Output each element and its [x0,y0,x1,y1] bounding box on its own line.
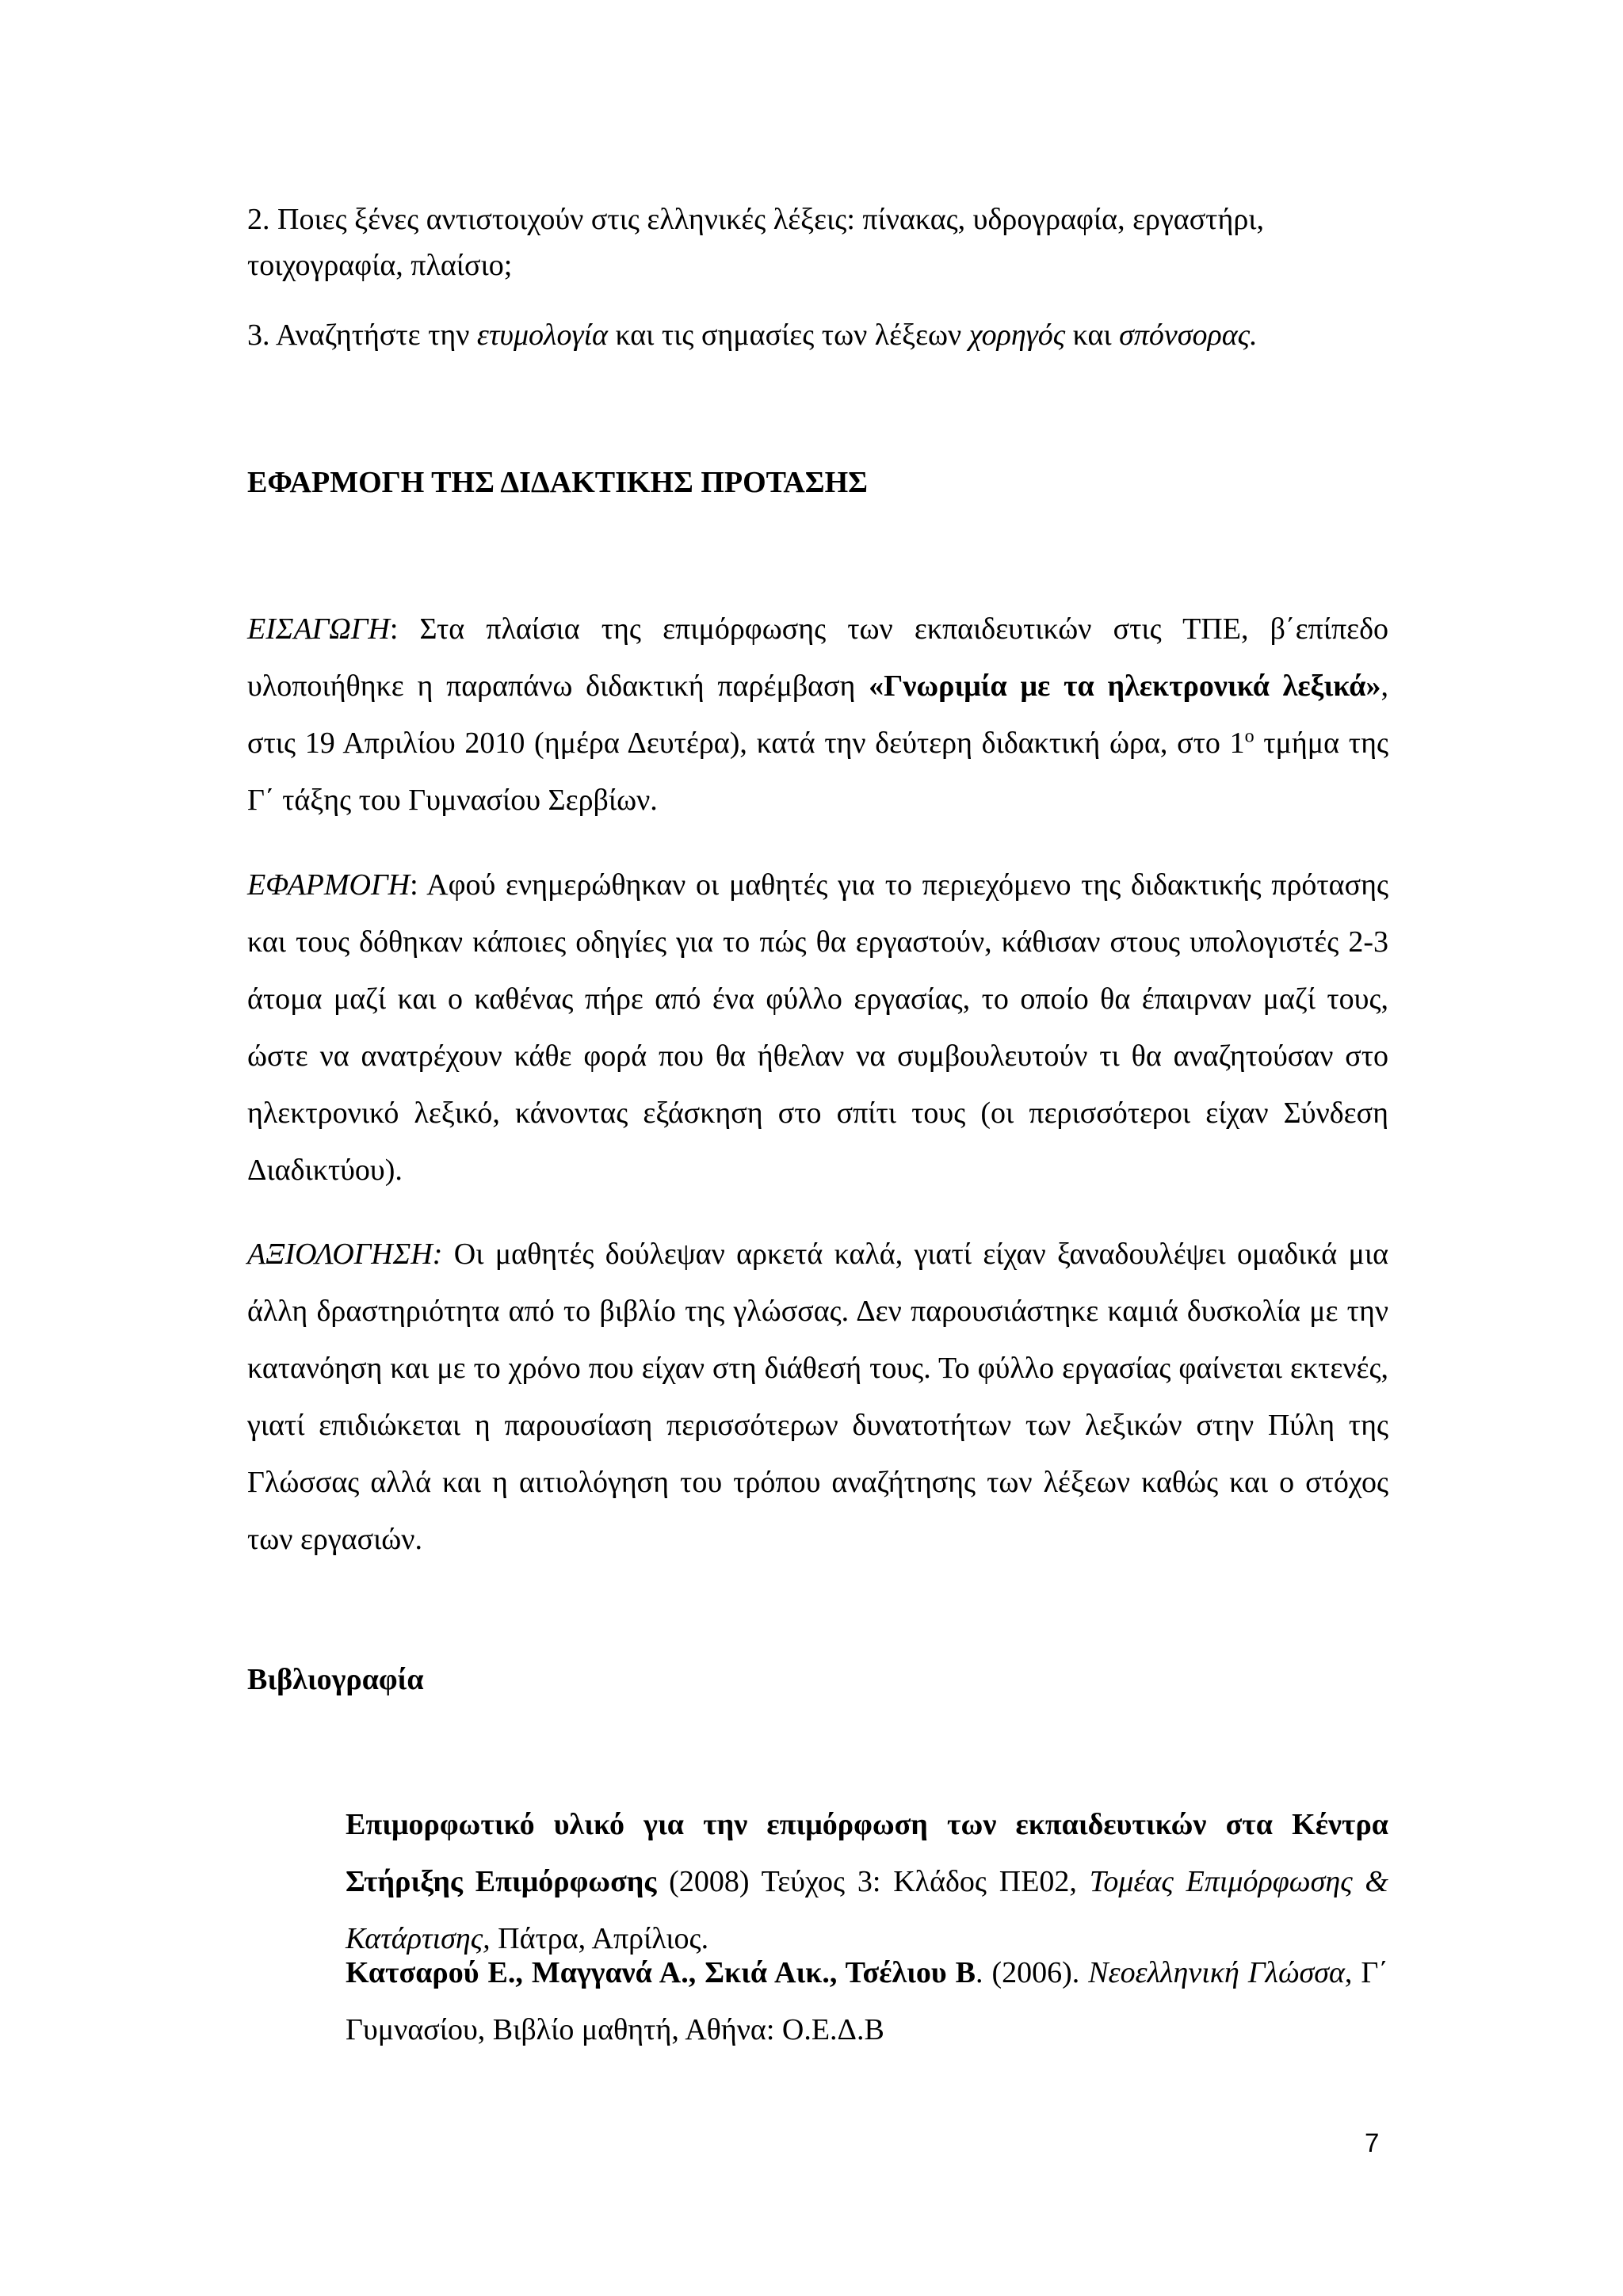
question-3-text: 3. Αναζητήστε την [247,318,477,352]
application-paragraph [247,856,1388,1199]
question-2-line-1: 2. Ποιες ξένες αντιστοιχούν στις ελληνικές λέξεις: πίνακας, υδρογραφία, εργαστήρι, [247,203,1265,236]
reference-publisher: Τομέας Επιμόρφωσης & Κατάρτισης, [346,1865,1388,1955]
page-number: 7 [1365,2128,1380,2157]
evaluation-label: ΑΞΙΟΛΟΓΗΣΗ: [247,1238,443,1271]
question-2-line-2: τοιχογραφία, πλαίσιο; [247,249,513,282]
reference-item [346,1796,1388,1967]
question-3-term-sponsor-gr: χορηγός [968,318,1066,352]
intro-ordinal: ο [1244,726,1254,747]
question-3-term-etymology: ετυμολογία [476,318,608,352]
reference-text: . (2006). [975,1956,1089,1989]
bibliography-heading: Βιβλιογραφία [247,1663,424,1696]
intro-label: ΕΙΣΑΓΩΓΗ [247,612,390,646]
evaluation-paragraph [247,1226,1388,1568]
question-3-text: και [1065,318,1120,352]
intro-lesson-title: «Γνωριμία με τα ηλεκτρονικά λεξικά» [869,669,1381,703]
intro-paragraph [247,601,1388,829]
application-label: ΕΦΑΡΜΟΓΗ [247,868,411,902]
question-3 [247,312,1388,358]
section-heading: ΕΦΑΡΜΟΓΗ ΤΗΣ ΔΙΔΑΚΤΙΚΗΣ ΠΡΟΤΑΣΗΣ [247,466,869,499]
intro-text: τμήμα της Γ΄ τάξης του Γυμνασίου Σερβίων. [247,727,1388,817]
reference-item [346,1944,1388,2058]
reference-authors: Κατσαρού Ε., Μαγγανά Α., Σκιά Αικ., Τσέλιου Β [346,1956,976,1989]
reference-title: Επιμορφωτικό υλικό για την επιμόρφωση των εκπαιδευτικών στα Κέντρα Στήριξης Επιμόρφωσης [346,1808,1388,1898]
application-text: : Αφού ενημερώθηκαν οι μαθητές για το περιεχόμενο της διδακτικής πρότασης και τους δόθηκαν κάποιες οδηγίες για το πώς θα εργαστούν, κάθισαν στους υπολογιστές 2-3 άτομα μαζί και ο καθένας πήρε από ένα φύλλο εργασίας, το οποίο θα έπαιρναν μαζί τους, ώστε να ανατρέχουν κάθε φορά που θα ήθελαν να συμβουλευτούν τι θα αναζητούσαν στο ηλεκτρονικό λεξικό, κάνοντας εξάσκηση στο σπίτι τους (οι περισσότεροι είχαν Σύνδεση Διαδικτύου). [247,868,1388,1187]
question-3-text: και τις σημασίες των λέξεων [607,318,969,352]
reference-text: (2008) Τεύχος 3: Κλάδος ΠΕ02, [656,1865,1090,1898]
question-3-term-sponsor: σπόνσορας. [1119,318,1258,352]
intro-text: , στις 19 Απριλίου 2010 (ημέρα Δευτέρα), κατά την δεύτερη διδακτική ώρα, στο 1 [247,669,1388,760]
question-2 [247,196,1388,288]
reference-book-title: Νεοελληνική Γλώσσα [1088,1956,1345,1989]
reference-text: Πάτρα, Απρίλιος. [490,1922,709,1955]
intro-text: : Στα πλαίσια της επιμόρφωσης των εκπαιδευτικών στις ΤΠΕ, β΄επίπεδο υλοποιήθηκε η παραπάνω διδακτική παρέμβαση [247,612,1388,703]
reference-text: , Γ΄ Γυμνασίου, Βιβλίο μαθητή, Αθήνα: Ο.Ε.Δ.Β [346,1956,1389,2046]
evaluation-text: Οι μαθητές δούλεψαν αρκετά καλά, γιατί είχαν ξαναδουλέψει ομαδικά μια άλλη δραστηριότητα από το βιβλίο της γλώσσας. Δεν παρουσιάστηκε καμιά δυσκολία με την κατανόηση και με το χρόνο που είχαν στη διάθεσή τους. Το φύλλο εργασίας φαίνεται εκτενές, γιατί επιδιώκεται η παρουσίαση περισσότερων δυνατοτήτων των λεξικών στην Πύλη της Γλώσσας αλλά και η αιτιολόγηση του τρόπου αναζήτησης των λέξεων καθώς και ο στόχος των εργασιών. [247,1238,1388,1556]
